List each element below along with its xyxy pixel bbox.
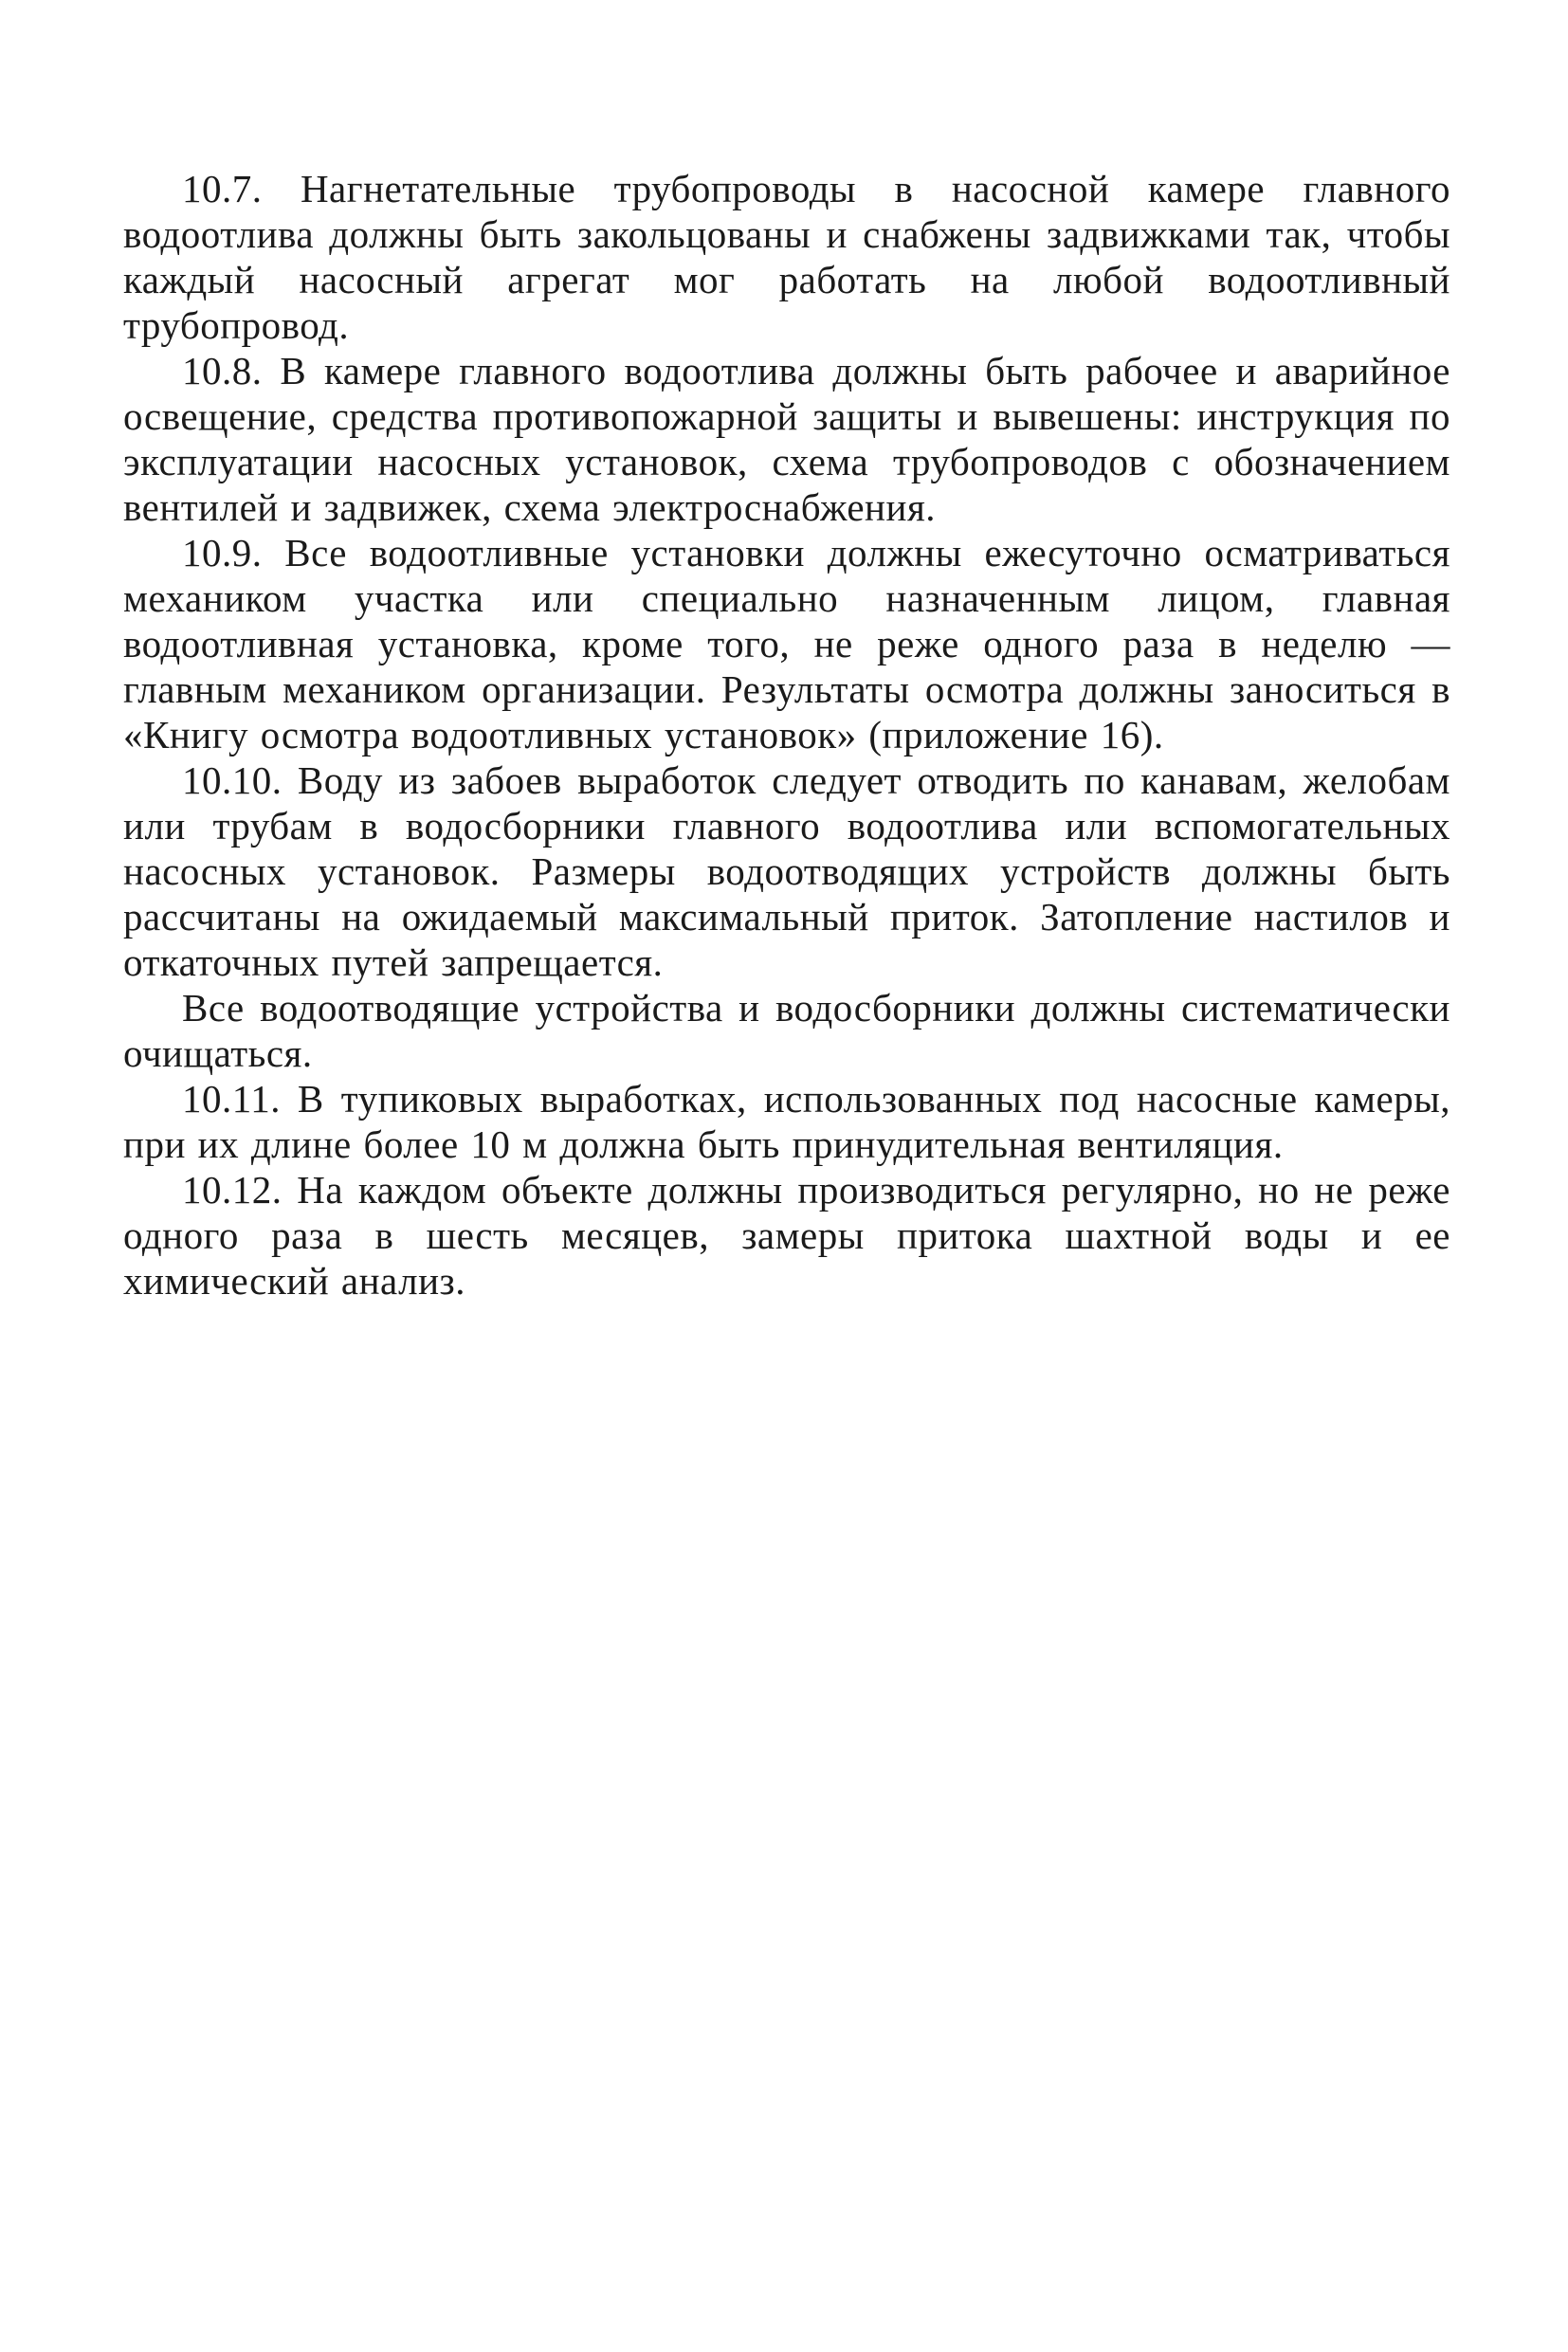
paragraph-10-10: 10.10. Воду из забоев выработок следует отводить по канавам, желобам или трубам в водосборники главного водоотлива или вспомогательных насосных установок. Размеры водоотводящих устройств должны быть рассчитаны на ожидаемый максимальный приток. Затопление настилов и откаточных путей запрещается. bbox=[123, 758, 1450, 984]
paragraph-10-9: 10.9. Все водоотливные установки должны ежесуточно осматриваться механиком участка или специально назначенным лицом, главная водоотливная установка, кроме того, не реже одного раза в неделю — главным механиком организации. Результаты осмотра должны заноситься в «Книгу осмотра водоотливных установок» (приложение 16). bbox=[123, 531, 1450, 757]
paragraph-10-7: 10.7. Нагнетательные трубопроводы в насосной камере главного водоотлива должны быть закольцованы и снабжены задвижками так, чтобы каждый насосный агрегат мог работать на любой водоотливный трубопровод. bbox=[123, 167, 1450, 347]
paragraph-10-8: 10.8. В камере главного водоотлива должны быть рабочее и аварийное освещение, средства противопожарной защиты и вывешены: инструкция по эксплуатации насосных установок, схема трубопроводов с обозначением вентилей и задвижек, схема электроснабжения. bbox=[123, 349, 1450, 529]
paragraph-10-10-continued: Все водоотводящие устройства и водосборники должны систематически очищаться. bbox=[123, 986, 1450, 1075]
text-body bbox=[123, 166, 1450, 1304]
paragraph-10-11: 10.11. В тупиковых выработках, использованных под насосные камеры, при их длине более 10 м должна быть принудительная вентиляция. bbox=[123, 1077, 1450, 1166]
paragraph-10-12: 10.12. На каждом объекте должны производиться регулярно, но не реже одного раза в шесть месяцев, замеры притока шахтной воды и ее химический анализ. bbox=[123, 1168, 1450, 1303]
